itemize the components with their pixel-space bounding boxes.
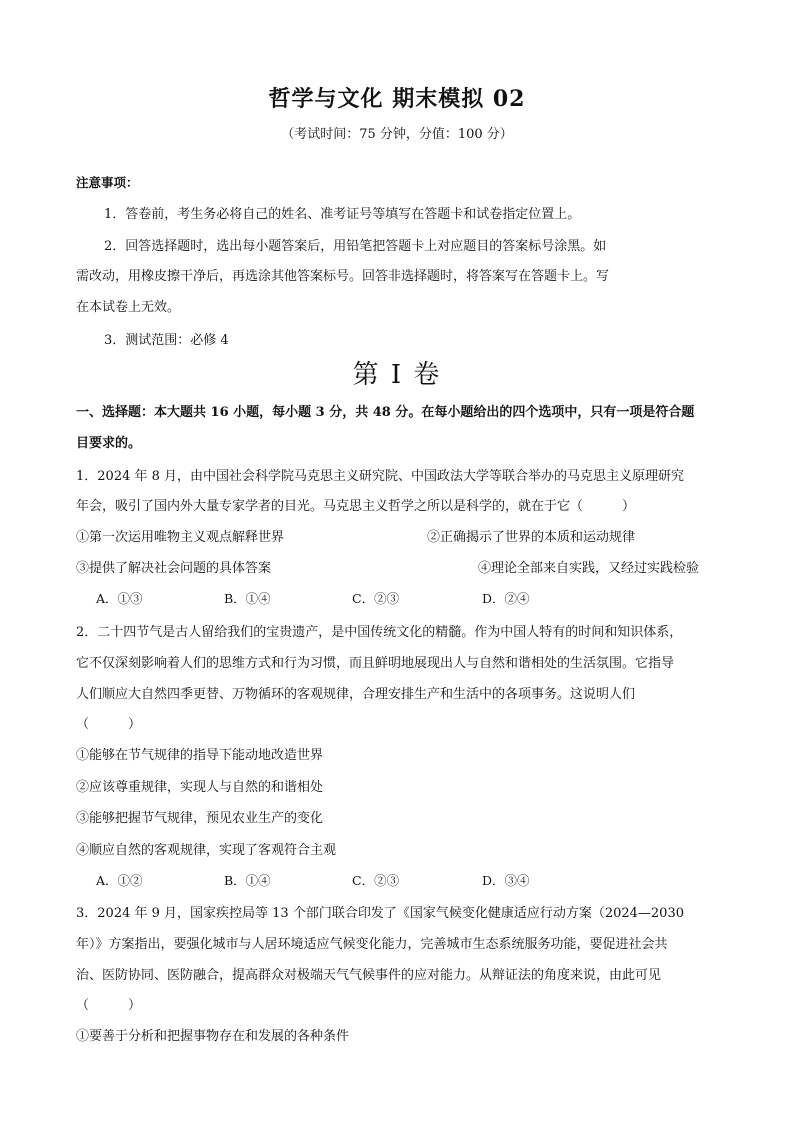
notice-item: 1．答卷前，考生务必将自己的姓名、准考证号等填写在答题卡和试卷指定位置上。 [104, 207, 581, 222]
answer-option[interactable]: D．②④ [482, 591, 530, 606]
notice-item: 2．回答选择题时，选出每小题答案后，用铅笔把答题卡上对应题目的答案标号涂黑。如 [104, 239, 607, 254]
answer-option[interactable]: B．①④ [224, 591, 271, 606]
notice-item: 在本试卷上无效。 [76, 300, 181, 315]
question-statement: ①能够在节气规律的指导下能动地改造世界 [76, 748, 324, 763]
question-statement: ②应该尊重规律，实现人与自然的和谐相处 [76, 780, 324, 795]
exam-subtitle: （考试时间：75 分钟，分值：100 分） [281, 127, 513, 142]
question-statement: ③提供了解决社会问题的具体答案 [76, 561, 272, 576]
question-statement: ①要善于分析和把握事物存在和发展的各种条件 [76, 1029, 350, 1044]
answer-option[interactable]: A．①③ [96, 591, 143, 606]
question-statement: ③能够把握节气规律，预见农业生产的变化 [76, 811, 324, 826]
question-statement: ④理论全部来自实践，又经过实践检验 [478, 561, 700, 576]
question-stem: 人们顺应大自然四季更替、万物循环的客观规律，合理安排生产和生活中的各项事务。这说明人们 [76, 687, 636, 702]
question-statement: ④顺应自然的客观规律，实现了客观符合主观 [76, 843, 337, 858]
question-statement: ①第一次运用唯物主义观点解释世界 [76, 530, 285, 545]
answer-option[interactable]: D．③④ [482, 873, 530, 888]
answer-option[interactable]: C．②③ [352, 591, 400, 606]
exam-title: 哲学与文化 期末模拟 02 [268, 86, 526, 112]
section-title: 第 I 卷 [352, 360, 442, 390]
question-stem: 3．2024 年 9 月，国家疾控局等 13 个部门联合印发了《国家气候变化健康适应行动方案（2024—2030 [76, 906, 684, 921]
question-stem: 它不仅深刻影响着人们的思维方式和行为习惯，而且鲜明地展现出人与自然和谐相处的生活氛围。它指导 [76, 656, 675, 671]
section-instruction: 目要求的。 [76, 436, 142, 451]
question-stem: 治、医防协同、医防融合，提高群众对极端天气气候事件的应对能力。从辩证法的角度来说，由此可见 [76, 968, 662, 983]
question-stem: 1．2024 年 8 月，由中国社会科学院马克思主义研究院、中国政法大学等联合举办的马克思主义原理研究 [76, 469, 685, 484]
notice-heading: 注意事项： [76, 175, 139, 190]
question-statement: ②正确揭示了世界的本质和运动规律 [427, 530, 636, 545]
question-stem: 年会，吸引了国内外大量专家学者的目光。马克思主义哲学之所以是科学的，就在于它（ ） [76, 499, 636, 514]
question-stem: 2．二十四节气是古人留给我们的宝贵遗产，是中国传统文化的精髓。作为中国人特有的时间和知识体系， [76, 625, 683, 640]
question-stem: 年）》方案指出，要强化城市与人居环境适应气候变化能力，完善城市生态系统服务功能，要促进社会共 [76, 937, 668, 952]
section-instruction: 一、选择题：本大题共 16 小题，每小题 3 分，共 48 分。在每小题给出的四个选项中，只有一项是符合题 [76, 405, 695, 420]
question-stem: （ ） [76, 998, 142, 1013]
answer-option[interactable]: A．①② [96, 873, 143, 888]
answer-option[interactable]: C．②③ [352, 873, 400, 888]
answer-option[interactable]: B．①④ [224, 873, 271, 888]
notice-item: 需改动，用橡皮擦干净后，再选涂其他答案标号。回答非选择题时，将答案写在答题卡上。写 [76, 269, 610, 284]
question-stem: （ ） [76, 717, 142, 732]
notice-item: 3．测试范围：必修 4 [104, 333, 229, 348]
